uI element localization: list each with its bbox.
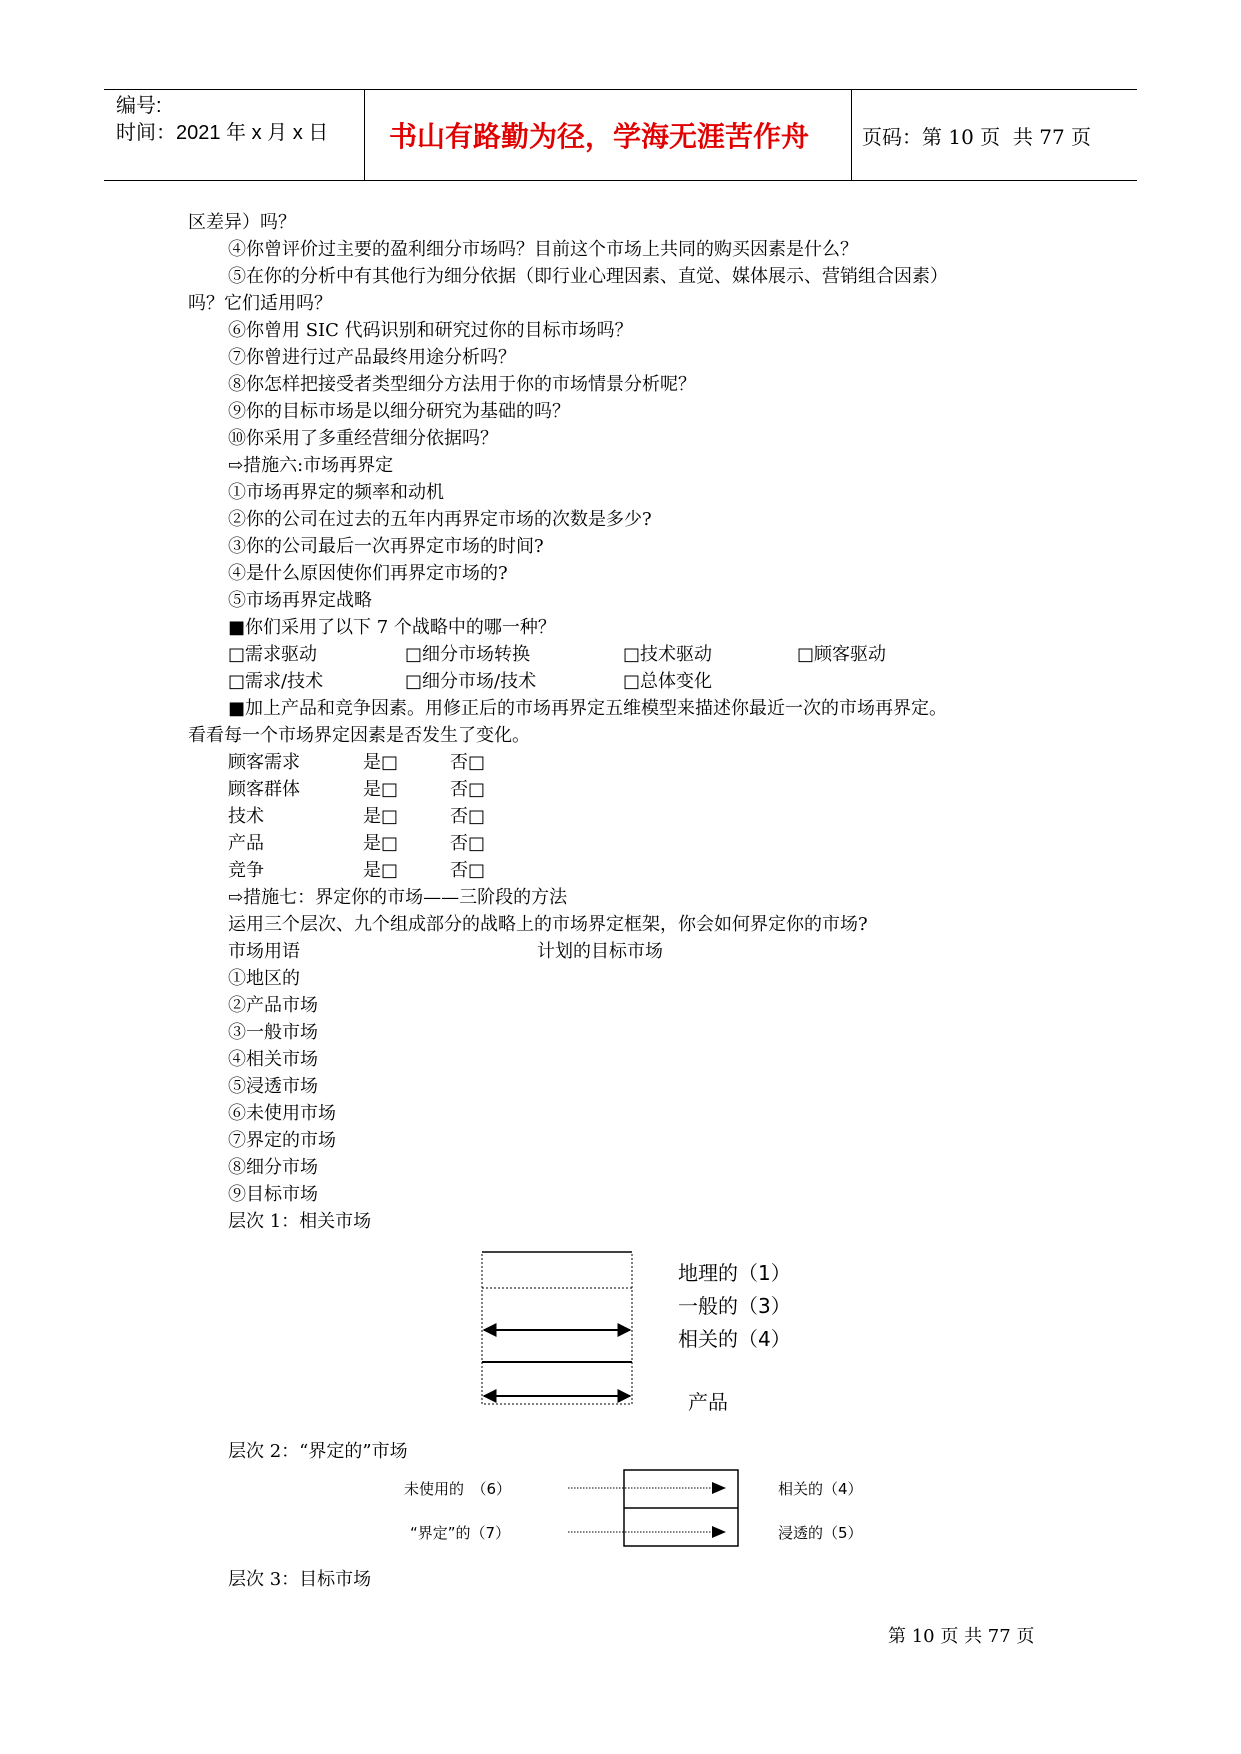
strategy-option: □细分市场/技术 xyxy=(405,671,537,692)
text-line: ④是什么原因使你们再界定市场的? xyxy=(228,563,508,584)
text-line: ⑨你的目标市场是以细分研究为基础的吗？ xyxy=(228,401,570,422)
section-heading: ⇨措施六:市场再界定 xyxy=(228,455,394,476)
no-option: 否□ xyxy=(450,779,486,800)
text-line: ■你们采用了以下 7 个战略中的哪一种？ xyxy=(228,617,556,638)
list-item: ⑨目标市场 xyxy=(228,1184,318,1205)
list-item: ①地区的 xyxy=(228,968,300,989)
text-line: 区差异）吗？ xyxy=(188,212,296,233)
factor-label: 产品 xyxy=(228,833,264,854)
diagram-label: 相关的（4） xyxy=(678,1327,791,1351)
no-option: 否□ xyxy=(450,860,486,881)
diagram-label: 浸透的（5） xyxy=(778,1524,863,1542)
diagram-label: “界定”的（7） xyxy=(410,1524,511,1542)
yes-option: 是□ xyxy=(363,833,399,854)
text-line: ⑩你采用了多重经营细分依据吗？ xyxy=(228,428,498,449)
strategy-option: □需求驱动 xyxy=(228,644,318,665)
diagram-label: 产品 xyxy=(688,1390,728,1414)
list-item: ⑧细分市场 xyxy=(228,1157,318,1178)
motto: 书山有路勤为径，学海无涯苦作舟 xyxy=(388,120,809,153)
section-heading: ⇨措施七：界定你的市场——三阶段的方法 xyxy=(228,887,568,908)
factor-label: 顾客群体 xyxy=(228,779,300,800)
no-option: 否□ xyxy=(450,752,486,773)
yes-option: 是□ xyxy=(363,806,399,827)
factor-label: 顾客需求 xyxy=(228,752,300,773)
list-item: ⑥未使用市场 xyxy=(228,1103,336,1124)
text-line: ②你的公司在过去的五年内再界定市场的次数是多少? xyxy=(228,509,652,530)
level-heading: 层次 1：相关市场 xyxy=(228,1211,372,1232)
level-heading: 层次 3：目标市场 xyxy=(228,1569,372,1590)
list-item: ⑦界定的市场 xyxy=(228,1130,336,1151)
number-label: 编号: xyxy=(116,95,162,117)
yes-option: 是□ xyxy=(363,860,399,881)
factor-label: 技术 xyxy=(228,806,264,827)
text-line: 吗？它们适用吗？ xyxy=(188,293,332,314)
text-line: ⑦你曾进行过产品最终用途分析吗？ xyxy=(228,347,516,368)
text-line: ④你曾评价过主要的盈利细分市场吗？目前这个市场上共同的购买因素是什么？ xyxy=(228,239,858,260)
text-line: ⑤在你的分析中有其他行为细分依据（即行业心理因素、直觉、媒体展示、营销组合因素） xyxy=(228,266,948,287)
diagram-label: 地理的（1） xyxy=(678,1261,791,1285)
page-indicator: 页码：第 10 页 共 77 页 xyxy=(862,124,1092,149)
text-line: ■加上产品和竞争因素。用修正后的市场再界定五维模型来描述你最近一次的市场再界定。 xyxy=(228,698,948,719)
factor-label: 竞争 xyxy=(228,860,264,881)
list-item: ②产品市场 xyxy=(228,995,318,1016)
text-line: ⑥你曾用 SIC 代码识别和研究过你的目标市场吗？ xyxy=(228,320,633,341)
text-line: ⑧你怎样把接受者类型细分方法用于你的市场情景分析呢？ xyxy=(228,374,696,395)
text-line: 看看每一个市场界定因素是否发生了变化。 xyxy=(188,725,530,746)
no-option: 否□ xyxy=(450,833,486,854)
list-item: ④相关市场 xyxy=(228,1049,318,1070)
diagram-label: 一般的（3） xyxy=(678,1294,791,1318)
no-option: 否□ xyxy=(450,806,486,827)
column-label: 市场用语 xyxy=(228,941,300,962)
strategy-option: □顾客驱动 xyxy=(797,644,887,665)
strategy-option: □技术驱动 xyxy=(623,644,713,665)
list-item: ③一般市场 xyxy=(228,1022,318,1043)
strategy-option: □细分市场转换 xyxy=(405,644,531,665)
column-label: 计划的目标市场 xyxy=(537,941,663,962)
strategy-option: □总体变化 xyxy=(623,671,713,692)
page-footer: 第 10 页 共 77 页 xyxy=(888,1626,1035,1647)
diagram-label: 未使用的 （6） xyxy=(404,1480,512,1498)
text-line: ①市场再界定的频率和动机 xyxy=(228,482,444,503)
strategy-option: □需求/技术 xyxy=(228,671,324,692)
yes-option: 是□ xyxy=(363,779,399,800)
diagram-label: 相关的（4） xyxy=(778,1480,863,1498)
text-line: ③你的公司最后一次再界定市场的时间? xyxy=(228,536,544,557)
list-item: ⑤浸透市场 xyxy=(228,1076,318,1097)
level-heading: 层次 2：“界定的”市场 xyxy=(228,1441,408,1462)
text-line: 运用三个层次、九个组成部分的战略上的市场界定框架，你会如何界定你的市场? xyxy=(228,914,868,935)
text-line: ⑤市场再界定战略 xyxy=(228,590,372,611)
time-label: 时间：2021 年 x 月 x 日 xyxy=(116,122,329,144)
yes-option: 是□ xyxy=(363,752,399,773)
